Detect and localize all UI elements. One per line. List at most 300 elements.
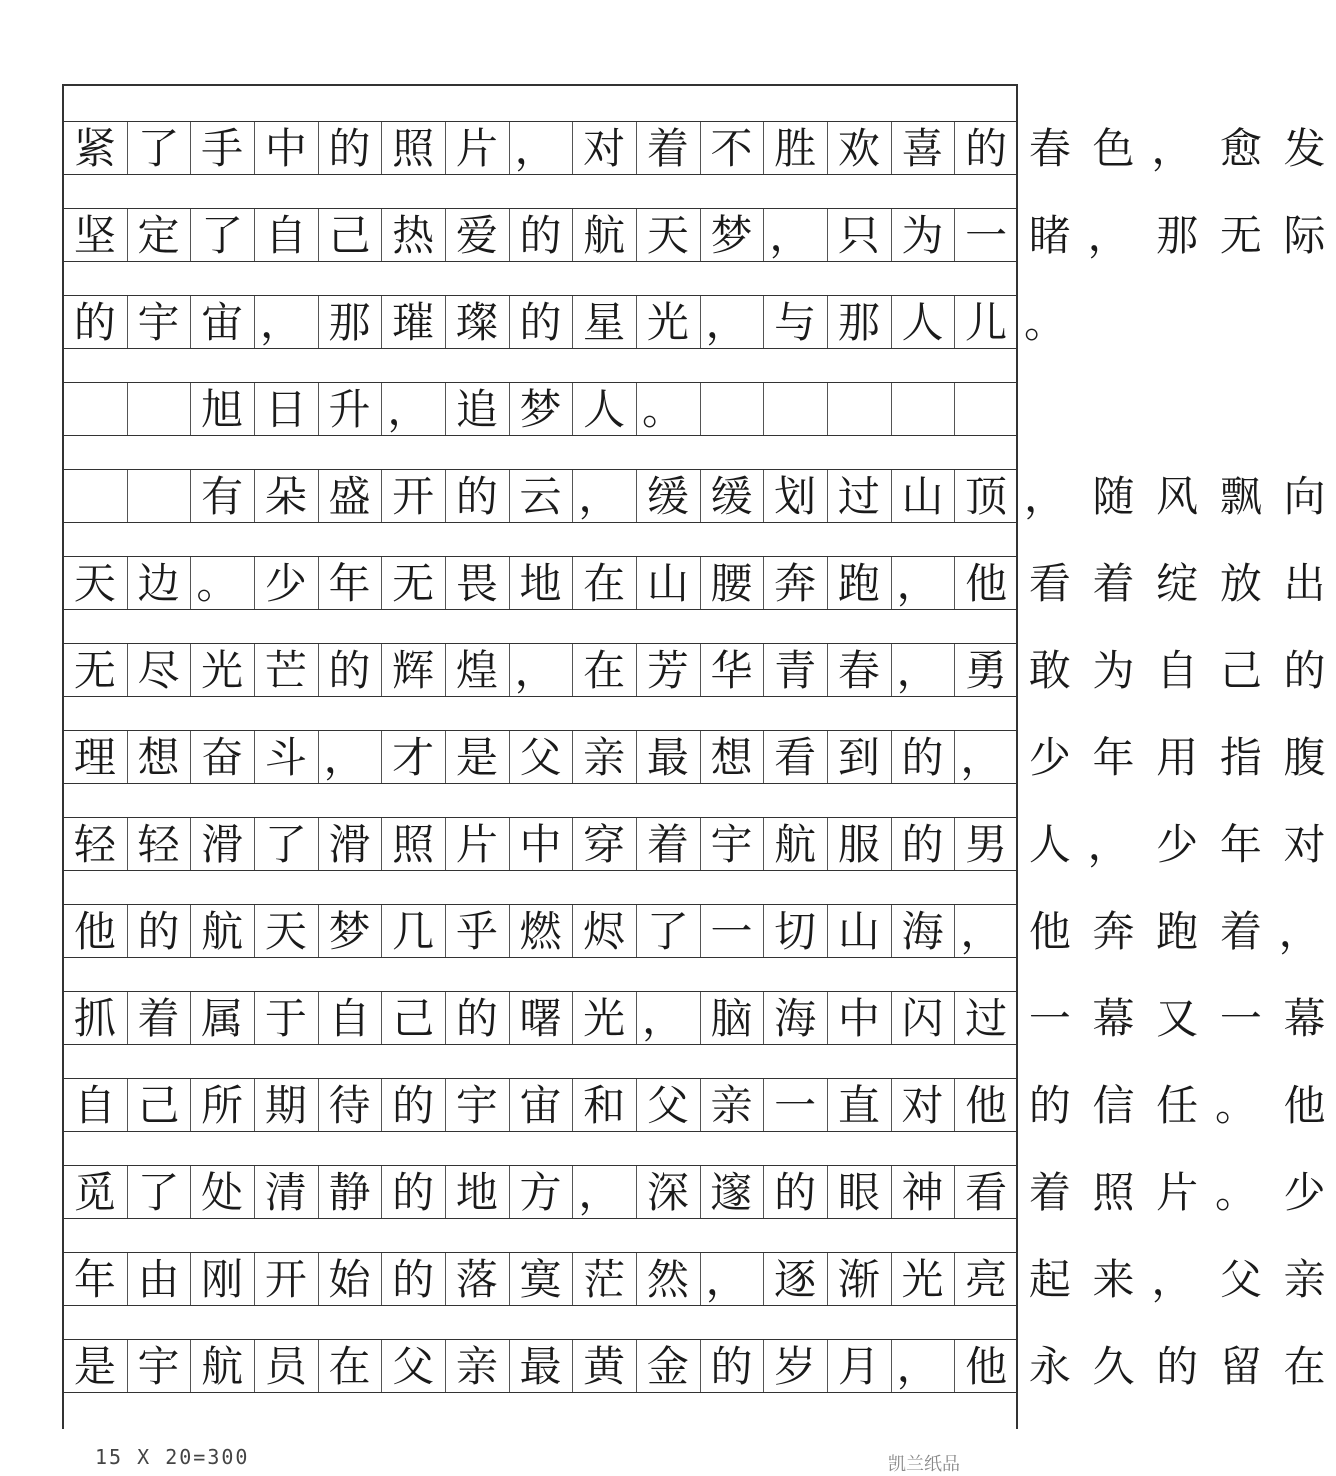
grid-char: 为 (901, 211, 944, 260)
grid-char: 海 (774, 994, 817, 1043)
grid-char: 了 (201, 211, 244, 260)
grid-char: 山 (646, 559, 689, 608)
grid-char: 中 (519, 820, 562, 869)
grid-char: ， (1151, 1255, 1194, 1304)
grid-char: 少 (1028, 733, 1071, 782)
grid-char: 星 (583, 298, 626, 347)
grid-char: 跑 (1156, 907, 1199, 956)
grid-char: 斗 (264, 733, 307, 782)
grid-char: 期 (264, 1081, 307, 1130)
grid-char: 风 (1156, 472, 1199, 521)
grid-char: 出 (1283, 559, 1326, 608)
grid-char: 滑 (201, 820, 244, 869)
grid-char: 在 (1283, 1342, 1326, 1391)
grid-char: 己 (137, 1081, 180, 1130)
grid-char: ， (960, 733, 1003, 782)
grid-char: 一 (710, 907, 753, 956)
grid-char: 到 (837, 733, 880, 782)
grid-char: 华 (710, 646, 753, 695)
grid-char: 的 (519, 298, 562, 347)
grid-char: 宙 (201, 298, 244, 347)
grid-char: 尽 (137, 646, 180, 695)
grid-char: 海 (901, 907, 944, 956)
grid-char: ， (578, 1168, 621, 1217)
grid-char: 坚 (73, 211, 116, 260)
grid-char: 幕 (1092, 994, 1135, 1043)
grid-char: 的 (392, 1255, 435, 1304)
grid-char: 升 (328, 385, 371, 434)
grid-char: 始 (328, 1255, 371, 1304)
grid-char: 。 (642, 385, 685, 434)
grid-char: 儿 (965, 298, 1008, 347)
grid-row (62, 730, 1326, 784)
grid-char: 片 (455, 820, 498, 869)
grid-char: 茫 (583, 1255, 626, 1304)
grid-char: 的 (73, 298, 116, 347)
grid-row (62, 295, 1067, 349)
grid-char: 青 (774, 646, 817, 695)
grid-char: 照 (392, 820, 435, 869)
grid-char: 在 (328, 1342, 371, 1391)
grid-char: 追 (455, 385, 498, 434)
grid-char: ， (514, 646, 557, 695)
grid-char: 宇 (455, 1081, 498, 1130)
grid-char: 朵 (264, 472, 307, 521)
grid-char: 滑 (328, 820, 371, 869)
grid-char: 光 (583, 994, 626, 1043)
grid-char: 宇 (710, 820, 753, 869)
grid-char: 照 (1092, 1168, 1135, 1217)
grid-char: 天 (646, 211, 689, 260)
grid-char: 睹 (1028, 211, 1071, 260)
grid-cell-divider (954, 383, 955, 435)
grid-char: 地 (455, 1168, 498, 1217)
grid-char: 缓 (646, 472, 689, 521)
grid-char: 方 (519, 1168, 562, 1217)
grid-char: 片 (1156, 1168, 1199, 1217)
grid-char: 轻 (137, 820, 180, 869)
grid-char: 一 (965, 211, 1008, 260)
grid-char: 渐 (837, 1255, 880, 1304)
grid-char: 辉 (392, 646, 435, 695)
grid-char: 一 (1028, 994, 1071, 1043)
grid-char: 自 (264, 211, 307, 260)
grid-char: 腹 (1283, 733, 1326, 782)
grid-char: ， (260, 298, 303, 347)
grid-char: 热 (392, 211, 435, 260)
grid-char: 开 (392, 472, 435, 521)
grid-char: 父 (1219, 1255, 1262, 1304)
grid-char: 和 (583, 1081, 626, 1130)
grid-char: 待 (328, 1081, 371, 1130)
grid-char: 腰 (710, 559, 753, 608)
grid-char: 看 (965, 1168, 1008, 1217)
grid-char: 邃 (710, 1168, 753, 1217)
grid-row (62, 469, 1326, 523)
grid-char: ， (323, 733, 366, 782)
grid-char: 边 (137, 559, 180, 608)
grid-cell-divider (700, 383, 701, 435)
grid-row (62, 1078, 1326, 1132)
grid-char: 的 (1283, 646, 1326, 695)
paper-brand-label: 凯兰纸品 (888, 1454, 960, 1475)
grid-char: 随 (1092, 472, 1135, 521)
grid-char: 燃 (519, 907, 562, 956)
grid-char: 春 (837, 646, 880, 695)
grid-char: 手 (201, 124, 244, 173)
grid-char: 在 (583, 646, 626, 695)
grid-char: 寞 (519, 1255, 562, 1304)
grid-char: ， (960, 907, 1003, 956)
grid-char: 放 (1219, 559, 1262, 608)
grid-char: 无 (1219, 211, 1262, 260)
grid-char: 的 (710, 1342, 753, 1391)
grid-char: 愈 (1219, 124, 1262, 173)
grid-char: ， (896, 1342, 939, 1391)
grid-char: 跑 (837, 559, 880, 608)
grid-char: 清 (264, 1168, 307, 1217)
grid-char: 。 (1215, 1081, 1258, 1130)
grid-row (62, 904, 1321, 958)
grid-char: 眼 (837, 1168, 880, 1217)
grid-char: 只 (837, 211, 880, 260)
grid-char: 向 (1283, 472, 1326, 521)
grid-char: 那 (328, 298, 371, 347)
grid-char: 。 (1215, 1168, 1258, 1217)
grid-char: 来 (1092, 1255, 1135, 1304)
grid-char: 梦 (710, 211, 753, 260)
grid-char: 岁 (774, 1342, 817, 1391)
grid-char: 脑 (710, 994, 753, 1043)
grid-char: 山 (837, 907, 880, 956)
grid-char: 亲 (583, 733, 626, 782)
grid-char: 璨 (455, 298, 498, 347)
grid-char: 年 (1092, 733, 1135, 782)
grid-char: 属 (201, 994, 244, 1043)
grid-row (62, 1252, 1326, 1306)
grid-char: 宇 (137, 1342, 180, 1391)
grid-char: 对 (901, 1081, 944, 1130)
grid-char: 抓 (73, 994, 116, 1043)
grid-char: 年 (1219, 820, 1262, 869)
grid-char: 的 (137, 907, 180, 956)
grid-char: ， (1151, 124, 1194, 173)
grid-char: 春 (1028, 124, 1071, 173)
grid-char: 着 (1092, 559, 1135, 608)
grid-char: 他 (965, 559, 1008, 608)
grid-char: 航 (774, 820, 817, 869)
grid-char: 烬 (583, 907, 626, 956)
grid-char: 任 (1156, 1081, 1199, 1130)
grid-char: ， (705, 298, 748, 347)
grid-char: ， (387, 385, 430, 434)
grid-char: 落 (455, 1255, 498, 1304)
grid-char: 的 (901, 733, 944, 782)
grid-row (62, 817, 1326, 871)
sheet-top-rule (62, 84, 1017, 86)
grid-char: 最 (646, 733, 689, 782)
grid-char: 天 (264, 907, 307, 956)
grid-row (62, 991, 1326, 1045)
grid-char: 宙 (519, 1081, 562, 1130)
grid-char: 对 (583, 124, 626, 173)
grid-char: 的 (455, 472, 498, 521)
grid-char: 那 (837, 298, 880, 347)
grid-char: 的 (392, 1081, 435, 1130)
grid-char: 航 (201, 907, 244, 956)
grid-char: ， (769, 211, 812, 260)
grid-char: 人 (583, 385, 626, 434)
grid-char: 的 (774, 1168, 817, 1217)
grid-char: 喜 (901, 124, 944, 173)
grid-char: 永 (1028, 1342, 1071, 1391)
grid-char: 乎 (455, 907, 498, 956)
grid-char: 然 (646, 1255, 689, 1304)
grid-char: 的 (901, 820, 944, 869)
grid-char: 着 (646, 124, 689, 173)
grid-char: ， (896, 559, 939, 608)
grid-char: ， (1087, 211, 1130, 260)
grid-char: 父 (646, 1081, 689, 1130)
grid-char: 父 (392, 1342, 435, 1391)
grid-char: 与 (774, 298, 817, 347)
grid-char: 光 (201, 646, 244, 695)
grid-char: 他 (965, 1342, 1008, 1391)
grid-char: 员 (264, 1342, 307, 1391)
grid-char: 着 (1028, 1168, 1071, 1217)
grid-char: 着 (137, 994, 180, 1043)
grid-char: 定 (137, 211, 180, 260)
grid-char: 的 (328, 124, 371, 173)
grid-char: 深 (646, 1168, 689, 1217)
grid-char: 幕 (1283, 994, 1326, 1043)
grid-row (62, 1339, 1326, 1393)
grid-char: 缓 (710, 472, 753, 521)
grid-char: 了 (137, 1168, 180, 1217)
grid-count-label: 15 X 20=300 (95, 1445, 250, 1469)
grid-char: 畏 (455, 559, 498, 608)
grid-char: 己 (328, 211, 371, 260)
grid-char: 用 (1156, 733, 1199, 782)
grid-char: 年 (73, 1255, 116, 1304)
grid-char: 开 (264, 1255, 307, 1304)
grid-char: 有 (201, 472, 244, 521)
grid-char: 处 (201, 1168, 244, 1217)
grid-char: 他 (965, 1081, 1008, 1130)
grid-char: 又 (1156, 994, 1199, 1043)
grid-char: 亲 (455, 1342, 498, 1391)
grid-char: ， (1087, 820, 1130, 869)
grid-char: ， (1024, 472, 1067, 521)
grid-cell-divider (827, 383, 828, 435)
grid-char: 所 (201, 1081, 244, 1130)
grid-cell-divider (891, 383, 892, 435)
grid-char: 着 (646, 820, 689, 869)
grid-char: 为 (1092, 646, 1135, 695)
grid-char: 自 (73, 1081, 116, 1130)
grid-char: 芳 (646, 646, 689, 695)
grid-char: 自 (328, 994, 371, 1043)
grid-char: 了 (264, 820, 307, 869)
grid-char: 奔 (1092, 907, 1135, 956)
grid-char: 他 (1028, 907, 1071, 956)
grid-char: 金 (646, 1342, 689, 1391)
grid-char: 想 (137, 733, 180, 782)
grid-cell-divider (127, 383, 128, 435)
grid-char: 光 (901, 1255, 944, 1304)
grid-char: 云 (519, 472, 562, 521)
grid-char: 山 (901, 472, 944, 521)
grid-char: 中 (264, 124, 307, 173)
grid-char: 的 (392, 1168, 435, 1217)
grid-char: 胜 (774, 124, 817, 173)
grid-row (62, 643, 1326, 697)
grid-row (62, 382, 1017, 436)
grid-char: 光 (646, 298, 689, 347)
grid-char: 宇 (137, 298, 180, 347)
grid-char: 绽 (1156, 559, 1199, 608)
grid-char: 穿 (583, 820, 626, 869)
grid-char: 不 (710, 124, 753, 173)
grid-char: 父 (519, 733, 562, 782)
grid-char: 一 (1219, 994, 1262, 1043)
grid-char: 欢 (837, 124, 880, 173)
grid-char: ， (578, 472, 621, 521)
grid-char: 了 (137, 124, 180, 173)
grid-char: 是 (455, 733, 498, 782)
grid-char: 奋 (201, 733, 244, 782)
grid-char: 无 (392, 559, 435, 608)
grid-char: 才 (392, 733, 435, 782)
grid-char: 旭 (201, 385, 244, 434)
grid-char: 静 (328, 1168, 371, 1217)
grid-char: 留 (1219, 1342, 1262, 1391)
grid-char: 的 (519, 211, 562, 260)
grid-char: 片 (455, 124, 498, 173)
grid-char: 亲 (710, 1081, 753, 1130)
grid-char: 的 (1156, 1342, 1199, 1391)
grid-char: 的 (328, 646, 371, 695)
grid-char: 人 (1028, 820, 1071, 869)
grid-char: 年 (328, 559, 371, 608)
grid-char: 想 (710, 733, 753, 782)
grid-char: 无 (73, 646, 116, 695)
grid-char: 划 (774, 472, 817, 521)
grid-char: 发 (1283, 124, 1326, 173)
grid-char: 理 (73, 733, 116, 782)
grid-char: 过 (837, 472, 880, 521)
grid-row (62, 556, 1326, 610)
grid-char: 是 (73, 1342, 116, 1391)
grid-char: 指 (1219, 733, 1262, 782)
grid-char: 的 (965, 124, 1008, 173)
grid-char: 爱 (455, 211, 498, 260)
grid-char: 久 (1092, 1342, 1135, 1391)
grid-char: 。 (1024, 298, 1067, 347)
grid-char: ， (896, 646, 939, 695)
grid-char: 地 (519, 559, 562, 608)
grid-char: 自 (1156, 646, 1199, 695)
grid-char: 对 (1283, 820, 1326, 869)
grid-char: ， (1278, 907, 1321, 956)
grid-char: 神 (901, 1168, 944, 1217)
grid-char: 那 (1156, 211, 1199, 260)
grid-cell-divider (127, 470, 128, 522)
grid-char: 切 (774, 907, 817, 956)
grid-char: 少 (1283, 1168, 1326, 1217)
grid-char: 航 (583, 211, 626, 260)
grid-char: 少 (1156, 820, 1199, 869)
grid-char: 敢 (1028, 646, 1071, 695)
grid-char: 梦 (519, 385, 562, 434)
grid-char: 曙 (519, 994, 562, 1043)
grid-char: 煌 (455, 646, 498, 695)
grid-char: 一 (774, 1081, 817, 1130)
grid-char: 色 (1092, 124, 1135, 173)
grid-char: 刚 (201, 1255, 244, 1304)
grid-char: 在 (583, 559, 626, 608)
grid-char: 月 (837, 1342, 880, 1391)
grid-char: 几 (392, 907, 435, 956)
grid-cell-divider (763, 383, 764, 435)
grid-char: ， (642, 994, 685, 1043)
grid-char: 的 (1028, 1081, 1071, 1130)
grid-char: 飘 (1219, 472, 1262, 521)
grid-char: 了 (646, 907, 689, 956)
grid-char: 的 (455, 994, 498, 1043)
grid-char: 盛 (328, 472, 371, 521)
grid-char: 己 (392, 994, 435, 1043)
grid-char: 服 (837, 820, 880, 869)
grid-char: 由 (137, 1255, 180, 1304)
grid-char: 照 (392, 124, 435, 173)
grid-char: 觅 (73, 1168, 116, 1217)
grid-char: 亲 (1283, 1255, 1326, 1304)
grid-char: 看 (1028, 559, 1071, 608)
grid-char: 信 (1092, 1081, 1135, 1130)
grid-char: 天 (73, 559, 116, 608)
grid-char: 人 (901, 298, 944, 347)
grid-char: 闪 (901, 994, 944, 1043)
grid-char: 亮 (965, 1255, 1008, 1304)
grid-char: 顶 (965, 472, 1008, 521)
grid-char: 梦 (328, 907, 371, 956)
grid-char: 中 (837, 994, 880, 1043)
grid-char: 芒 (264, 646, 307, 695)
grid-char: 逐 (774, 1255, 817, 1304)
grid-char: ， (514, 124, 557, 173)
grid-char: 少 (264, 559, 307, 608)
grid-char: 过 (965, 994, 1008, 1043)
grid-char: 。 (196, 559, 239, 608)
grid-char: 黄 (583, 1342, 626, 1391)
grid-char: 璀 (392, 298, 435, 347)
grid-char: 轻 (73, 820, 116, 869)
grid-char: 航 (201, 1342, 244, 1391)
grid-char: 紧 (73, 124, 116, 173)
grid-char: 际 (1283, 211, 1326, 260)
grid-char: 起 (1028, 1255, 1071, 1304)
grid-char: 着 (1219, 907, 1262, 956)
grid-row (62, 121, 1326, 175)
grid-char: 奔 (774, 559, 817, 608)
grid-char: 他 (73, 907, 116, 956)
grid-char: 看 (774, 733, 817, 782)
grid-char: ， (705, 1255, 748, 1304)
grid-char: 己 (1219, 646, 1262, 695)
grid-row (62, 1165, 1326, 1219)
grid-char: 勇 (965, 646, 1008, 695)
